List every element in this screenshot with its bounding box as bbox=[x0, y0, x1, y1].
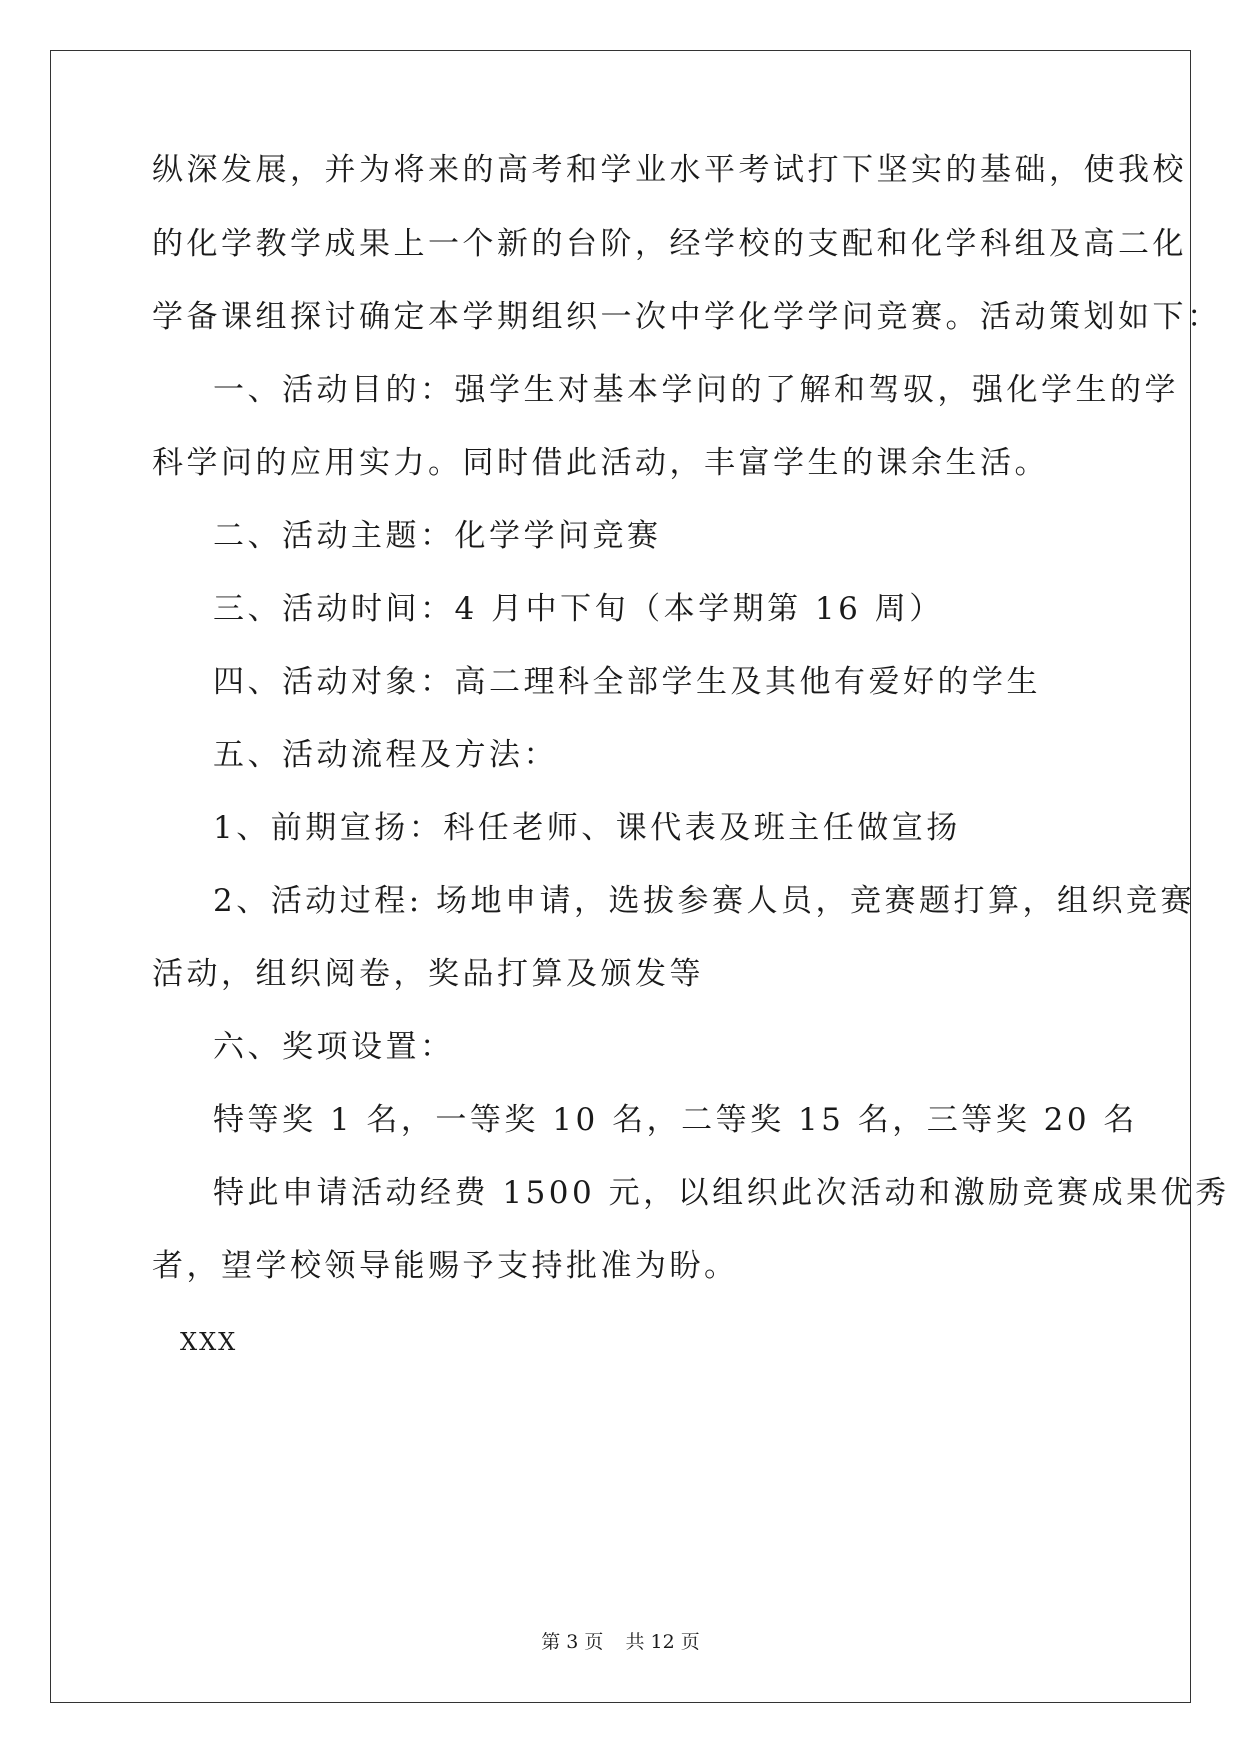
award-list: 特等奖 1 名，一等奖 10 名，二等奖 15 名，三等奖 20 名 bbox=[213, 1102, 1138, 1138]
body-line-1: 纵深发展，并为将来的高考和学业水平考试打下坚实的基础，使我校 bbox=[152, 152, 1187, 188]
step-2: 2、活动过程: 场地申请，选拔参赛人员，竞赛题打算，组织竞赛 bbox=[213, 883, 1196, 919]
page-number: 第 3 页 bbox=[541, 1631, 604, 1653]
section-5-heading: 五、活动流程及方法： bbox=[213, 737, 558, 773]
funding-request: 特此申请活动经费 1500 元，以组织此次活动和激励竞赛成果优秀 bbox=[213, 1175, 1230, 1211]
step-1: 1、前期宣扬：科任老师、课代表及班主任做宣扬 bbox=[213, 810, 961, 846]
section-6-heading: 六、奖项设置： bbox=[213, 1029, 455, 1065]
section-1-heading: 一、活动目的：强学生对基本学问的了解和驾驭，强化学生的学 bbox=[213, 372, 1179, 408]
page-border bbox=[50, 50, 1191, 1703]
body-line-2: 的化学教学成果上一个新的台阶，经学校的支配和化学科组及高二化 bbox=[152, 226, 1187, 262]
body-line-3: 学备课组探讨确定本学期组织一次中学化学学问竞赛。活动策划如下： bbox=[152, 299, 1222, 335]
funding-request-continued: 者，望学校领导能赐予支持批准为盼。 bbox=[152, 1248, 739, 1284]
signature: XXX bbox=[180, 1328, 238, 1356]
section-1-continued: 科学问的应用实力。同时借此活动，丰富学生的课余生活。 bbox=[152, 445, 1049, 481]
section-2-heading: 二、活动主题：化学学问竞赛 bbox=[213, 518, 662, 554]
page-total: 共 12 页 bbox=[625, 1631, 700, 1653]
section-3-heading: 三、活动时间：4 月中下旬（本学期第 16 周） bbox=[213, 591, 944, 627]
page-footer bbox=[0, 1630, 1241, 1654]
section-4-heading: 四、活动对象：高二理科全部学生及其他有爱好的学生 bbox=[213, 664, 1041, 700]
step-2-continued: 活动，组织阅卷，奖品打算及颁发等 bbox=[152, 956, 704, 992]
